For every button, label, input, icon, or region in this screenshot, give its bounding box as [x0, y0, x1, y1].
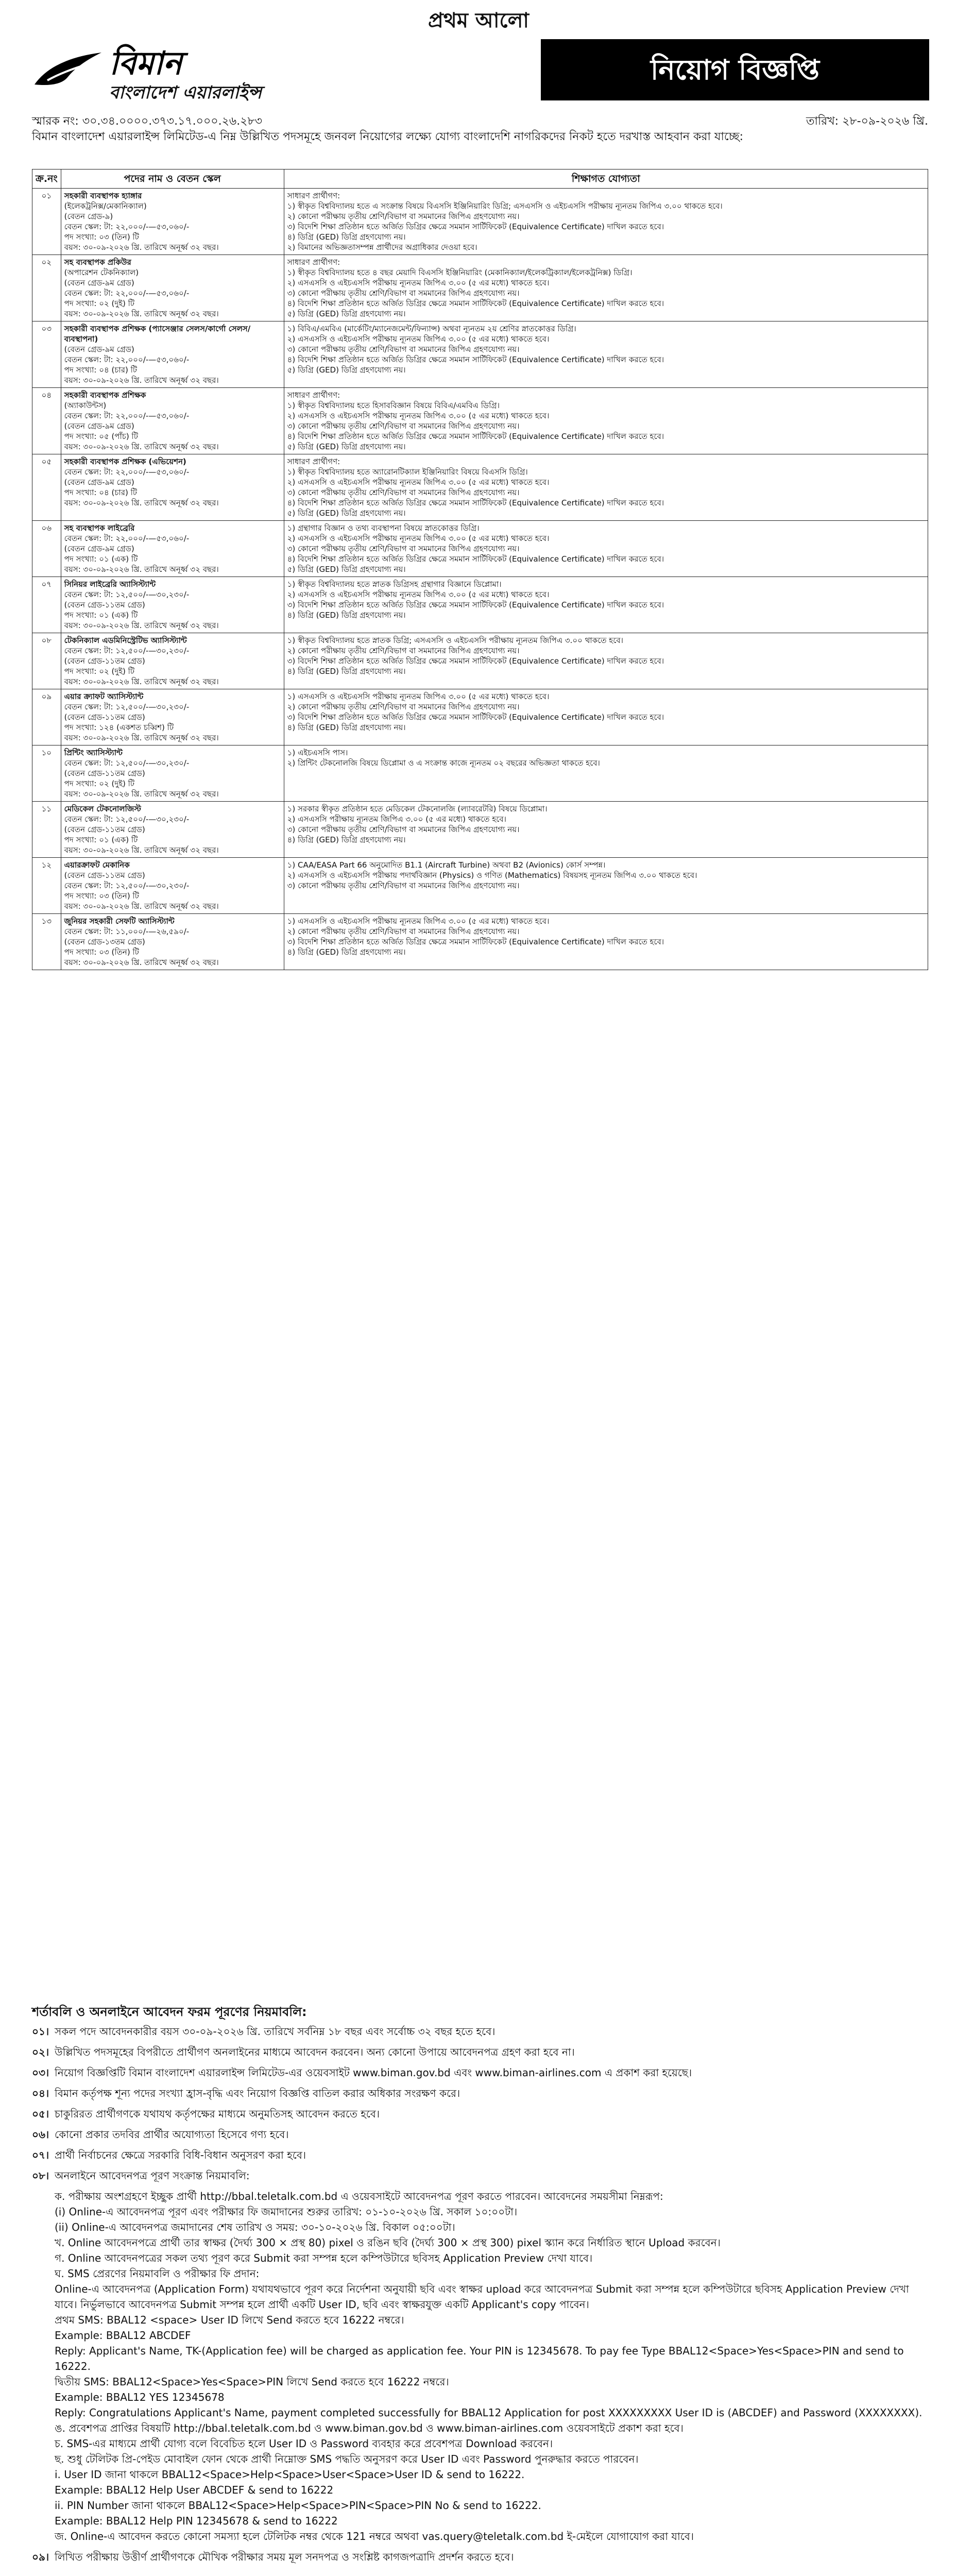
row-post — [61, 689, 284, 745]
post-detail: বেতন স্কেল: টা: ২২,০০০/-—৫৩,০৬০/- — [64, 355, 190, 364]
online-instruction-line: Example: BBAL12 YES 12345678 — [55, 2391, 225, 2403]
qualification-line: ৩) কোনো পরীক্ষায় তৃতীয় শ্রেণি/বিভাগ বা সমমানের জিপিএ গ্রহণযোগ্য নয়। — [287, 421, 520, 431]
post-detail: বয়স: ৩০-০৯-২০২৬ খ্রি. তারিখে অনূর্ধ্ব ৩২ বছর। — [64, 309, 219, 318]
post-detail: (বেতন গ্রেড-৯ম গ্রেড) — [64, 421, 134, 431]
qualification-line: ৪) ডিগ্রি (GED) ডিগ্রি গ্রহণযোগ্য নয়। — [287, 232, 406, 242]
qualification-line: ৪) বিদেশি শিক্ষা প্রতিষ্ঠান হতে অর্জিত ডিগ্রির ক্ষেত্রে সমমান সার্টিফিকেট (Equivalence Certificate) দাখিল করতে হবে। — [287, 355, 664, 364]
row-post — [61, 521, 284, 577]
qualification-line: ২) কোনো পরীক্ষায় তৃতীয় শ্রেণি/বিভাগ বা সমমানের জিপিএ গ্রহণযোগ্য নয়। — [287, 927, 520, 936]
online-instruction-line: Online-এ আবেদনপত্র (Application Form) যথাযথভাবে পূরণ করে নির্দেশনা অনুযায়ী ছবি এবং স্বাক্ষর upload করে আবেদনপত্র Submit করা সম্পন্ন হলে কম্পিউটারে ছবিসহ Application Preview দেখা যাবে। নির্ভুলভাবে আবেদনপত্র Submit সম্পন্ন হলে প্রার্থী একটি User ID, ছবি এবং স্বাক্ষরযুক্ত একটি Applicant's copy পাবেন। — [55, 2283, 909, 2311]
qualification-line: ৫) ডিগ্রি (GED) ডিগ্রি গ্রহণযোগ্য নয়। — [287, 309, 406, 318]
condition-number: ০৯। — [32, 2551, 49, 2563]
post-detail: (বেতন গ্রেড-১৩তম গ্রেড) — [64, 937, 145, 946]
qualification-line: ৩) কোনো পরীক্ষায় তৃতীয় শ্রেণি/বিভাগ বা সমমানের জিপিএ গ্রহণযোগ্য নয়। — [287, 544, 520, 553]
online-instruction-line: দ্বিতীয় SMS: BBAL12<Space>Yes<Space>PIN লিখে Send করতে হবে 16222 নম্বরে। — [55, 2376, 449, 2388]
qualification-line: ২) কোনো পরীক্ষায় তৃতীয় শ্রেণি/বিভাগ বা সমমানের জিপিএ গ্রহণযোগ্য নয়। — [287, 212, 520, 221]
post-title: সহকারী ব্যবস্থাপক হ্যাঙ্গার — [64, 191, 142, 200]
qualification-line: সাধারণ প্রার্থীগণ: — [287, 457, 340, 466]
row-qualification — [284, 689, 928, 745]
row-post — [61, 745, 284, 802]
row-qualification — [284, 454, 928, 521]
qualification-line: ৫) ডিগ্রি (GED) ডিগ্রি গ্রহণযোগ্য নয়। — [287, 565, 406, 574]
post-detail: বয়স: ৩০-০৯-২০২৬ খ্রি. তারিখে অনূর্ধ্ব ৩২ বছর। — [64, 845, 219, 855]
row-serial: ০৭ — [32, 577, 61, 633]
post-detail: পদ সংখ্যা: ০৪ (চার) টি — [64, 365, 138, 375]
qualification-line: ২) কোনো পরীক্ষায় তৃতীয় শ্রেণি/বিভাগ বা সমমানের জিপিএ গ্রহণযোগ্য নয়। — [287, 646, 520, 655]
qualification-line: সাধারণ প্রার্থীগণ: — [287, 258, 340, 267]
post-detail: পদ সংখ্যা: ০৩ (তিন) টি — [64, 232, 139, 242]
qualification-line: ১) স্বীকৃত বিশ্ববিদ্যালয় হতে স্নাতক ডিগ্রিসহ গ্রন্থাগার বিজ্ঞানে ডিপ্লোমা। — [287, 580, 502, 589]
row-post — [61, 802, 284, 858]
condition-number: ০৩। — [32, 2066, 49, 2079]
table-row — [32, 633, 928, 689]
row-post — [61, 189, 284, 255]
condition-text: অনলাইনে আবেদনপত্র পূরণ সংক্রান্ত নিয়মাবলি: — [55, 2170, 250, 2182]
qualification-line: ৪) ডিগ্রি (GED) ডিগ্রি গ্রহণযোগ্য নয়। — [287, 611, 406, 620]
row-post — [61, 454, 284, 521]
newspaper-name: প্রথম আলো — [428, 8, 529, 32]
row-serial: ১৩ — [32, 914, 61, 970]
post-detail: বেতন স্কেল: টা: ১২,৫০০/-—৩০,২৩০/- — [64, 702, 190, 711]
qualification-line: ৩) কোনো পরীক্ষায় তৃতীয় শ্রেণি/বিভাগ বা সমমানের জিপিএ গ্রহণযোগ্য নয়। — [287, 825, 520, 834]
qualification-line: ৪) ডিগ্রি (GED) ডিগ্রি গ্রহণযোগ্য নয়। — [287, 723, 406, 732]
qualification-line: ১) গ্রন্থাগার বিজ্ঞান ও তথ্য ব্যবস্থাপনা বিষয়ে স্নাতকোত্তর ডিগ্রি। — [287, 523, 480, 533]
intro-text: বিমান বাংলাদেশ এয়ারলাইন্স লিমিটেড-এ নিম্ন উল্লিখিত পদসমূহে জনবল নিয়োগের লক্ষ্যে যোগ্য বাংলাদেশি নাগরিকদের নিকট হতে দরখাস্ত আহবান করা যাচ্ছে: — [32, 130, 743, 143]
row-post — [61, 255, 284, 321]
newspaper-masthead — [0, 0, 957, 31]
job-table — [32, 169, 928, 970]
qualification-line: ২) কোনো পরীক্ষায় তৃতীয় শ্রেণি/বিভাগ বা সমমানের জিপিএ গ্রহণযোগ্য নয়। — [287, 702, 520, 711]
qualification-line: ৩) কোনো পরীক্ষায় তৃতীয় শ্রেণি/বিভাগ বা সমমানের জিপিএ গ্রহণযোগ্য নয়। — [287, 488, 520, 497]
online-instruction-line: Example: BBAL12 ABCDEF — [55, 2329, 191, 2342]
qualification-line: ২) এসএসসি ও এইচএসসি পরীক্ষায় ন্যূনতম জিপিএ ৩.০০ (৫ এর মধ্যে) থাকতে হবে। — [287, 334, 550, 344]
row-serial: ০৩ — [32, 321, 61, 388]
post-detail: বেতন স্কেল: টা: ২২,০০০/-—৫৩,০৬০/- — [64, 222, 190, 231]
row-qualification — [284, 802, 928, 858]
qualification-line: ৪) ডিগ্রি (GED) ডিগ্রি গ্রহণযোগ্য নয়। — [287, 835, 406, 844]
post-detail: (বেতন গ্রেড-১১তম গ্রেড) — [64, 769, 145, 778]
post-detail: বেতন স্কেল: টা: ২২,০০০/-—৫৩,০৬০/- — [64, 289, 190, 298]
condition-number: ০৮। — [32, 2170, 49, 2182]
post-detail: বয়স: ৩০-০৯-২০২৬ খ্রি. তারিখে অনূর্ধ্ব ৩২ বছর। — [64, 442, 219, 451]
row-serial: ১২ — [32, 858, 61, 914]
qualification-line: ৩) বিদেশি শিক্ষা প্রতিষ্ঠান হতে অর্জিত ডিগ্রির ক্ষেত্রে সমমান সার্টিফিকেট (Equivalence Certificate) দাখিল করতে হবে। — [287, 656, 664, 666]
row-qualification — [284, 521, 928, 577]
qualification-line: ২) বিমানের অভিজ্ঞতাসম্পন্ন প্রার্থীদের অগ্রাধিকার দেওয়া হবে। — [287, 243, 477, 252]
post-detail: বেতন স্কেল: টা: ২২,০০০/-—৫৩,০৬০/- — [64, 411, 190, 420]
qualification-line: ২) প্রিন্টিং টেকনোলজি বিষয়ে ডিপ্লোমা ও এ সংক্রান্ত কাজে ন্যূনতম ০২ বছরের অভিজ্ঞতা থাকতে হবে। — [287, 758, 600, 768]
condition-text: লিখিত পরীক্ষায় উত্তীর্ণ প্রার্থীগণকে মৌখিক পরীক্ষার সময় মূল সনদপত্র ও সংশ্লিষ্ট কাগজপত্রাদি প্রদর্শন করতে হবে। — [55, 2551, 514, 2563]
post-detail: (বেতন গ্রেড-৯) — [64, 212, 113, 221]
table-row — [32, 802, 928, 858]
post-detail: বেতন স্কেল: টা: ১২,৫০০/-—৩০,২৩০/- — [64, 590, 190, 599]
online-instruction-line: Example: BBAL12 Help User ABCDEF & send to 16222 — [55, 2484, 334, 2496]
post-detail: বয়স: ৩০-০৯-২০২৬ খ্রি. তারিখে অনূর্ধ্ব ৩২ বছর। — [64, 376, 219, 385]
row-post — [61, 633, 284, 689]
qualification-line: ১) এইচএসসি পাস। — [287, 748, 348, 757]
airline-bird-icon — [32, 48, 104, 95]
condition-item — [32, 2168, 928, 2183]
qualification-line: ১) বিবিএ/এমবিএ (মার্কেটিং/ম্যানেজমেন্ট/ফিন্যান্স) অথবা ন্যূনতম ২য় শ্রেণির স্নাতকোত্তর ডিগ্রি। — [287, 324, 576, 333]
row-qualification — [284, 189, 928, 255]
qualification-line: ৫) ডিগ্রি (GED) ডিগ্রি গ্রহণযোগ্য নয়। — [287, 509, 406, 518]
post-title: টেকনিক্যাল এডমিনিস্ট্রেটিভ অ্যাসিস্ট্যান্ট — [64, 636, 187, 645]
condition-number: ০৬। — [32, 2128, 49, 2141]
online-instruction-line: ছ. শুধু টেলিটক প্রি-পেইড মোবাইল ফোন থেকে প্রার্থী নিম্নোক্ত SMS পদ্ধতি অনুসরণ করে User ID এবং Password পুনরুদ্ধার করতে পারবেন। — [55, 2453, 639, 2465]
condition-item — [32, 2147, 928, 2163]
row-serial: ১০ — [32, 745, 61, 802]
job-advertisement — [21, 36, 936, 2576]
header-serial: ক্র.নং — [32, 170, 61, 189]
post-detail: পদ সংখ্যা: ০৪ (চার) টি — [64, 488, 138, 497]
row-qualification — [284, 321, 928, 388]
condition-text: প্রার্থী নির্বাচনের ক্ষেত্রে সরকারি বিধি-বিধান অনুসরণ করা হবে। — [55, 2149, 306, 2161]
condition-number: ০২। — [32, 2046, 49, 2058]
post-detail: পদ সংখ্যা: ০১ (এক) টি — [64, 835, 138, 844]
condition-text: উল্লিখিত পদসমূহের বিপরীতে প্রার্থীগণ অনলাইনের মাধ্যমে আবেদন করবেন। অন্য কোনো উপায়ে আবেদনপত্র গ্রহণ করা হবে না। — [55, 2046, 575, 2058]
online-instruction-line: ঙ. প্রবেশপত্র প্রাপ্তির বিষয়টি http://bbal.teletalk.com.bd ও www.biman.gov.bd ও www.biman-airlines.com ওয়েবসাইটে প্রকাশ করা হবে। — [55, 2422, 683, 2434]
condition-number: ০৭। — [32, 2149, 49, 2161]
post-detail: (বেতন গ্রেড-১১তম গ্রেড) — [64, 871, 145, 880]
condition-text: নিয়োগ বিজ্ঞপ্তিটি বিমান বাংলাদেশ এয়ারলাইন্স লিমিটেড-এর ওয়েবসাইট www.biman.gov.bd এবং www.biman-airlines.com এ প্রকাশ করা হয়েছে। — [55, 2066, 692, 2079]
post-detail: (বেতন গ্রেড-১১তম গ্রেড) — [64, 600, 145, 609]
qualification-line: ১) এসএসসি ও এইচএসসি পরীক্ষায় ন্যূনতম জিপিএ ৩.০০ (৫ এর মধ্যে) থাকতে হবে। — [287, 917, 550, 926]
post-detail: পদ সংখ্যা: ১২৪ (একশত চব্বিশ) টি — [64, 723, 174, 732]
table-row — [32, 745, 928, 802]
qualification-line: ১) স্বীকৃত বিশ্ববিদ্যালয় হতে ৪ বছর মেয়াদি বিএসসি ইঞ্জিনিয়ারিং (মেকানিক্যাল/ইলেকট্রিক্যাল/ইলেকট্রনিক্স) ডিগ্রি। — [287, 268, 633, 277]
qualification-line: ১) স্বীকৃত বিশ্ববিদ্যালয় হতে হিসাববিজ্ঞান বিষয়ে বিবিএ/এমবিএ ডিগ্রি। — [287, 401, 500, 410]
qualification-line: ৪) বিদেশি শিক্ষা প্রতিষ্ঠান হতে অর্জিত ডিগ্রির ক্ষেত্রে সমমান সার্টিফিকেট (Equivalence Certificate) দাখিল করতে হবে। — [287, 432, 664, 441]
post-detail: পদ সংখ্যা: ০১ (এক) টি — [64, 611, 138, 620]
row-serial: ১১ — [32, 802, 61, 858]
post-detail: পদ সংখ্যা: ০৩ (তিন) টি — [64, 891, 139, 901]
row-qualification — [284, 577, 928, 633]
header-qualification: শিক্ষাগত যোগ্যতা — [284, 170, 928, 189]
table-row — [32, 255, 928, 321]
condition-text: সকল পদে আবেদনকারীর বয়স ৩০-০৯-২০২৬ খ্রি. তারিখে সর্বনিম্ন ১৮ বছর এবং সর্বোচ্চ ৩২ বছর হতে হবে। — [55, 2025, 495, 2038]
online-instruction-line: ii. PIN Number জানা থাকলে BBAL12<Space>Help<Space>PIN<Space>PIN No & send to 16222. — [55, 2499, 541, 2512]
qualification-line: ৩) বিদেশি শিক্ষা প্রতিষ্ঠান হতে অর্জিত ডিগ্রির ক্ষেত্রে সমমান সার্টিফিকেট (Equivalence Certificate) দাখিল করতে হবে। — [287, 222, 664, 231]
post-detail: বয়স: ৩০-০৯-২০২৬ খ্রি. তারিখে অনূর্ধ্ব ৩২ বছর। — [64, 733, 219, 742]
conditions-title: শর্তাবলি ও অনলাইনে আবেদন ফরম পূরণের নিয়মাবলি: — [32, 2005, 307, 2019]
online-instructions — [55, 2189, 928, 2544]
post-detail: পদ সংখ্যা: ০২ (দুই) টি — [64, 667, 135, 676]
online-instruction-line: Reply: Congratulations Applicant's Name, payment completed successfully for BBAL12 Application for post XXXXXXXXX User ID is (ABCDEF) and Password (XXXXXXXX). — [55, 2406, 922, 2419]
row-qualification — [284, 388, 928, 454]
condition-number: ০৫। — [32, 2108, 49, 2120]
table-row — [32, 577, 928, 633]
post-detail: বেতন স্কেল: টা: ১১,০০০/-—২৬,৫৯০/- — [64, 927, 190, 936]
row-qualification — [284, 745, 928, 802]
row-post — [61, 388, 284, 454]
qualification-line: ৪) বিদেশি শিক্ষা প্রতিষ্ঠান হতে অর্জিত ডিগ্রির ক্ষেত্রে সমমান সার্টিফিকেট (Equivalence Certificate) দাখিল করতে হবে। — [287, 554, 664, 564]
qualification-line: ১) স্বীকৃত বিশ্ববিদ্যালয় হতে স্নাতক ডিগ্রি; এসএসসি ও এইচএসসি পরীক্ষায় ন্যূনতম জিপিএ ৩.০০ থাকতে হবে। — [287, 636, 623, 645]
table-row — [32, 858, 928, 914]
post-detail: (বেতন গ্রেড-৯ম গ্রেড) — [64, 478, 134, 487]
condition-text: বিমান কর্তৃপক্ষ শূন্য পদের সংখ্যা হ্রাস-বৃদ্ধি এবং নিয়োগ বিজ্ঞপ্তি বাতিল করার অধিকার সংরক্ষণ করে। — [55, 2087, 460, 2099]
online-instruction-line: (ii) Online-এ আবেদনপত্র জমাদানের শেষ তারিখ ও সময়: ৩০-১০-২০২৬ খ্রি. বিকাল ০৫:০০টা। — [55, 2221, 455, 2233]
condition-text: কোনো প্রকার তদবির প্রার্থীর অযোগ্যতা হিসেবে গণ্য হবে। — [55, 2128, 289, 2141]
online-instruction-line: ক. পরীক্ষায় অংশগ্রহণে ইচ্ছুক প্রার্থী http://bbal.teletalk.com.bd এ ওয়েবসাইটে আবেদনপত্র পূরণ করতে পারবেন। আবেদনের সময়সীমা নিম্নরূপ: — [55, 2190, 663, 2202]
biman-logo — [32, 36, 300, 108]
post-title: সহকারী ব্যবস্থাপক প্রশিক্ষক — [64, 391, 146, 400]
post-detail: বয়স: ৩০-০৯-২০২৬ খ্রি. তারিখে অনূর্ধ্ব ৩২ বছর। — [64, 498, 219, 507]
online-instruction-line: i. User ID জানা থাকলে BBAL12<Space>Help<Space>User<Space>User ID & send to 16222. — [55, 2468, 525, 2481]
qualification-line: ৩) বিদেশি শিক্ষা প্রতিষ্ঠান হতে অর্জিত ডিগ্রির ক্ষেত্রে সমমান সার্টিফিকেট (Equivalence Certificate) দাখিল করতে হবে। — [287, 937, 664, 946]
memo-date: তারিখ: ২৮-০৯-২০২৬ খ্রি. — [806, 115, 928, 128]
row-serial: ০১ — [32, 189, 61, 255]
post-title: সহ ব্যবস্থাপক লাইব্রেরি — [64, 523, 135, 533]
qualification-line: ২) এসএসসি ও এইচএসসি পরীক্ষায় ন্যূনতম জিপিএ ৩.০০ (৫ এর মধ্যে) থাকতে হবে। — [287, 478, 550, 487]
post-title: মেডিকেল টেকনোলজিস্ট — [64, 804, 141, 814]
qualification-line: ৪) বিদেশি শিক্ষা প্রতিষ্ঠান হতে অর্জিত ডিগ্রির ক্ষেত্রে সমমান সার্টিফিকেট (Equivalence Certificate) দাখিল করতে হবে। — [287, 498, 664, 507]
job-rows — [32, 189, 928, 970]
post-detail: (বেতন গ্রেড-৯ম গ্রেড) — [64, 544, 134, 553]
condition-item — [32, 2086, 928, 2101]
qualification-line: সাধারণ প্রার্থীগণ: — [287, 391, 340, 400]
post-title: এয়ারক্রাফট মেকানিক — [64, 860, 130, 870]
online-instruction-line: গ. Online আবেদনপত্রের সকল তথ্য পূরণ করে Submit করা সম্পন্ন হলে কম্পিউটারে ছবিসহ Application Preview দেখা যাবে। — [55, 2252, 593, 2264]
memo-number: স্মারক নং: ৩০.৩৪.০০০০.৩৭৩.১৭.০০০.২৬.২৮৩ — [32, 115, 263, 128]
post-detail: বেতন স্কেল: টা: ১২,৫০০/-—৩০,২৩০/- — [64, 646, 190, 655]
row-serial: ০২ — [32, 255, 61, 321]
qualification-line: ৪) ডিগ্রি (GED) ডিগ্রি গ্রহণযোগ্য নয়। — [287, 947, 406, 957]
table-row — [32, 914, 928, 970]
post-title: সহকারী ব্যবস্থাপক প্রশিক্ষক (এভিয়েশন) — [64, 457, 186, 466]
online-instruction-line: প্রথম SMS: BBAL12 <space> User ID লিখে Send করতে হবে 16222 নম্বরে। — [55, 2314, 404, 2326]
row-qualification — [284, 633, 928, 689]
row-serial: ০৫ — [32, 454, 61, 521]
post-detail: পদ সংখ্যা: ০১ (এক) টি — [64, 554, 138, 564]
table-row — [32, 454, 928, 521]
online-instruction-line: Example: BBAL12 Help PIN 12345678 & send to 16222 — [55, 2515, 338, 2527]
post-title: প্রিন্টিং অ্যাসিস্ট্যান্ট — [64, 748, 123, 757]
row-qualification — [284, 858, 928, 914]
qualification-line: সাধারণ প্রার্থীগণ: — [287, 191, 340, 200]
qualification-line: ২) এসএসসি ও এইচএসসি পরীক্ষায় ন্যূনতম জিপিএ ৩.০০ (৫ এর মধ্যে) থাকতে হবে। — [287, 411, 550, 420]
post-detail: (অ্যাকাউন্টস) — [64, 401, 107, 410]
conditions-list — [32, 2024, 928, 2183]
post-detail: বেতন স্কেল: টা: ১২,৫০০/-—৩০,২৩০/- — [64, 881, 190, 890]
brand-name: বিমান — [109, 44, 182, 82]
condition-item — [32, 2549, 928, 2565]
online-instruction-line: Reply: Applicant's Name, TK-(Application fee) will be charged as application fee. Your PIN is 12345678. To pay fee Type BBAL12<Space>Yes<Space>PIN and send to 16222. — [55, 2345, 904, 2372]
qualification-line: ৩) বিদেশি শিক্ষা প্রতিষ্ঠান হতে অর্জিত ডিগ্রির ক্ষেত্রে সমমান সার্টিফিকেট (Equivalence Certificate) দাখিল করতে হবে। — [287, 600, 664, 609]
row-serial: ০৯ — [32, 689, 61, 745]
row-qualification — [284, 255, 928, 321]
table-header-row — [32, 170, 928, 189]
conditions-section — [32, 2004, 928, 2570]
qualification-line: ১) স্বীকৃত বিশ্ববিদ্যালয় হতে অ্যারোনটিক্যাল ইঞ্জিনিয়ারিং বিষয়ে বিএসসি ডিগ্রি। — [287, 467, 528, 477]
post-detail: (অপারেশন টেকনিক্যাল) — [64, 268, 139, 277]
qualification-line: ১) স্বীকৃত বিশ্ববিদ্যালয় হতে এ সংক্রান্ত বিষয়ে বিএসসি ইঞ্জিনিয়ারিং ডিগ্রি; এসএসসি ও এইচএসসি পরীক্ষায় ন্যূনতম জিপিএ ৩.০০ থাকতে হবে। — [287, 201, 723, 211]
post-detail: বয়স: ৩০-০৯-২০২৬ খ্রি. তারিখে অনূর্ধ্ব ৩২ বছর। — [64, 565, 219, 574]
row-post — [61, 577, 284, 633]
qualification-line: ৩) বিদেশি শিক্ষা প্রতিষ্ঠান হতে অর্জিত ডিগ্রির ক্ষেত্রে সমমান সার্টিফিকেট (Equivalence Certificate) দাখিল করতে হবে। — [287, 713, 664, 722]
post-title: সহকারী ব্যবস্থাপক প্রশিক্ষক (প্যাসেঞ্জার সেলস/কার্গো সেলস/ব্যবস্থাপনা) — [64, 324, 251, 344]
qualification-line: ২) এসএসসি ও এইচএসসি পরীক্ষায় ন্যূনতম জিপিএ ৩.০০ (৫ এর মধ্যে) থাকতে হবে। — [287, 278, 550, 287]
qualification-line: ৪) ডিগ্রি (GED) ডিগ্রি গ্রহণযোগ্য নয়। — [287, 667, 406, 676]
qualification-line: ২) এসএসসি ও এইচএসসি পরীক্ষায় পদার্থবিজ্ঞান (Physics) ও গণিত (Mathematics) বিষয়সহ ন্যূনতম জিপিএ ৩.০০ থাকতে হবে। — [287, 871, 697, 880]
post-detail: (বেতন গ্রেড-১১তম গ্রেড) — [64, 656, 145, 666]
post-detail: বেতন স্কেল: টা: ২২,০০০/-—৫৩,০৬০/- — [64, 467, 190, 477]
ad-title: নিয়োগ বিজ্ঞপ্তি — [541, 39, 929, 100]
qualification-line: ৫) ডিগ্রি (GED) ডিগ্রি গ্রহণযোগ্য নয়। — [287, 442, 406, 451]
condition-item — [32, 2024, 928, 2039]
header-post: পদের নাম ও বেতন স্কেল — [61, 170, 284, 189]
qualification-line: ৫) ডিগ্রি (GED) ডিগ্রি গ্রহণযোগ্য নয়। — [287, 365, 406, 375]
condition-number: ০১। — [32, 2025, 49, 2038]
online-instruction-line: ঘ. SMS প্রেরণের নিয়মাবলি ও পরীক্ষার ফি প্রদান: — [55, 2267, 260, 2280]
post-detail: পদ সংখ্যা: ০৩ (তিন) টি — [64, 947, 139, 957]
post-detail: (বেতন গ্রেড-১১তম গ্রেড) — [64, 825, 145, 834]
post-detail: বয়স: ৩০-০৯-২০২৬ খ্রি. তারিখে অনূর্ধ্ব ৩২ বছর। — [64, 958, 219, 967]
post-detail: বয়স: ৩০-০৯-২০২৬ খ্রি. তারিখে অনূর্ধ্ব ৩২ বছর। — [64, 621, 219, 630]
condition-number: ০৪। — [32, 2087, 49, 2099]
table-row — [32, 689, 928, 745]
post-detail: পদ সংখ্যা: ০২ (দুই) টি — [64, 779, 135, 788]
post-title: এয়ার ক্র্যাফট অ্যাসিস্ট্যান্ট — [64, 692, 144, 701]
online-instruction-line: খ. Online আবেদনপত্রে প্রার্থী তার স্বাক্ষর (দৈর্ঘ্য 300 × প্রস্থ 80) pixel ও রঙিন ছবি (দৈর্ঘ্য 300 × প্রস্থ 300) pixel স্ক্যান করে নির্ধারিত স্থানে Upload করবেন। — [55, 2236, 721, 2249]
qualification-line: ২) এসএসসি ও এইচএসসি পরীক্ষায় ন্যূনতম জিপিএ ৩.০০ (৫ এর মধ্যে) থাকতে হবে। — [287, 534, 550, 543]
post-title: সিনিয়র লাইব্রেরি অ্যাসিস্ট্যান্ট — [64, 580, 156, 589]
online-instruction-line: চ. SMS-এর মাধ্যমে প্রার্থী যোগ্য বলে বিবেচিত হলে User ID ও Password ব্যবহার করে প্রবেশপত্র Download করবেন। — [55, 2437, 553, 2450]
row-serial: ০৬ — [32, 521, 61, 577]
row-post — [61, 914, 284, 970]
post-detail: পদ সংখ্যা: ০২ (দুই) টি — [64, 299, 135, 308]
post-detail: (ইলেকট্রনিক্স/মেকানিক্যাল) — [64, 201, 147, 211]
qualification-line: ৩) কোনো পরীক্ষায় তৃতীয় শ্রেণি/বিভাগ বা সমমানের জিপিএ গ্রহণযোগ্য নয়। — [287, 289, 520, 298]
condition-item — [32, 2127, 928, 2142]
qualification-line: ৩) কোনো পরীক্ষায় তৃতীয় শ্রেণি/বিভাগ বা সমমানের জিপিএ গ্রহণযোগ্য নয়। — [287, 345, 520, 354]
qualification-line: ৪) বিদেশি শিক্ষা প্রতিষ্ঠান হতে অর্জিত ডিগ্রির ক্ষেত্রে সমমান সার্টিফিকেট (Equivalence Certificate) দাখিল করতে হবে। — [287, 299, 664, 308]
post-detail: বয়স: ৩০-০৯-২০২৬ খ্রি. তারিখে অনূর্ধ্ব ৩২ বছর। — [64, 789, 219, 799]
post-detail: বেতন স্কেল: টা: ১২,৫০০/-—৩০,২৩০/- — [64, 758, 190, 768]
post-detail: বেতন স্কেল: টা: ১২,৫০০/-—৩০,২৩০/- — [64, 815, 190, 824]
table-row — [32, 388, 928, 454]
qualification-line: ১) এসএসসি ও এইচএসসি পরীক্ষায় ন্যূনতম জিপিএ ৩.০০ (৫ এর মধ্যে) থাকতে হবে। — [287, 692, 550, 701]
post-detail: বয়স: ৩০-০৯-২০২৬ খ্রি. তারিখে অনূর্ধ্ব ৩২ বছর। — [64, 243, 219, 252]
post-detail: বয়স: ৩০-০৯-২০২৬ খ্রি. তারিখে অনূর্ধ্ব ৩২ বছর। — [64, 677, 219, 686]
qualification-line: ১) CAA/EASA Part 66 অনুমোদিত B1.1 (Aircraft Turbine) অথবা B2 (Avionics) কোর্স সম্পন্ন। — [287, 860, 606, 870]
table-row — [32, 521, 928, 577]
row-post — [61, 321, 284, 388]
post-detail: (বেতন গ্রেড-৯ম গ্রেড) — [64, 278, 134, 287]
qualification-line: ২) এসএসসি ও এইচএসসি পরীক্ষায় ন্যূনতম জিপিএ ৩.০০ (৫ এর মধ্যে) থাকতে হবে। — [287, 590, 550, 599]
post-title: সহ ব্যবস্থাপক প্রকিউর — [64, 258, 131, 267]
post-detail: (বেতন গ্রেড-৯ম গ্রেড) — [64, 345, 134, 354]
qualification-line: ৩) কোনো পরীক্ষায় তৃতীয় শ্রেণি/বিভাগ বা সমমানের জিপিএ গ্রহণযোগ্য নয়। — [287, 881, 520, 890]
post-detail: বেতন স্কেল: টা: ২২,০০০/-—৫৩,০৬০/- — [64, 534, 190, 543]
post-title: জুনিয়র সহকারী সেফটি অ্যাসিস্ট্যান্ট — [64, 917, 175, 926]
row-qualification — [284, 914, 928, 970]
brand-subtitle: বাংলাদেশ এয়ারলাইন্স — [109, 82, 262, 103]
qualification-line: ২) এসএসসি পরীক্ষায় ন্যূনতম জিপিএ ৩.০০ (৫ এর মধ্যে) থাকতে হবে। — [287, 815, 506, 824]
condition-item — [32, 2106, 928, 2122]
post-detail: পদ সংখ্যা: ০৫ (পাঁচ) টি — [64, 432, 139, 441]
row-serial: ০৪ — [32, 388, 61, 454]
online-instruction-line: (i) Online-এ আবেদনপত্র পূরণ এবং পরীক্ষার ফি জমাদানের শুরুর তারিখ: ০১-১০-২০২৬ খ্রি. সকাল ১০:০০টা। — [55, 2206, 518, 2218]
post-detail: (বেতন গ্রেড-১১তম গ্রেড) — [64, 713, 145, 722]
row-serial: ০৮ — [32, 633, 61, 689]
table-row — [32, 321, 928, 388]
ad-header — [21, 36, 936, 139]
table-row — [32, 189, 928, 255]
post-detail: বয়স: ৩০-০৯-২০২৬ খ্রি. তারিখে অনূর্ধ্ব ৩২ বছর। — [64, 902, 219, 911]
qualification-line: ১) সরকার স্বীকৃত প্রতিষ্ঠান হতে মেডিকেল টেকনোলজি (ল্যাবরেটরি) বিষয়ে ডিপ্লোমা। — [287, 804, 548, 814]
condition-item — [32, 2044, 928, 2060]
row-post — [61, 858, 284, 914]
condition-text: চাকুরিরত প্রার্থীগণকে যথাযথ কর্তৃপক্ষের মাধ্যমে অনুমতিসহ আবেদন করতে হবে। — [55, 2108, 380, 2120]
online-instruction-line: জ. Online-এ আবেদন করতে কোনো সমস্যা হলে টেলিটক নম্বর থেকে 121 নম্বরে অথবা vas.query@teletalk.com.bd ই-মেইলে যোগাযোগ করা যাবে। — [55, 2530, 694, 2543]
condition-item — [32, 2065, 928, 2080]
